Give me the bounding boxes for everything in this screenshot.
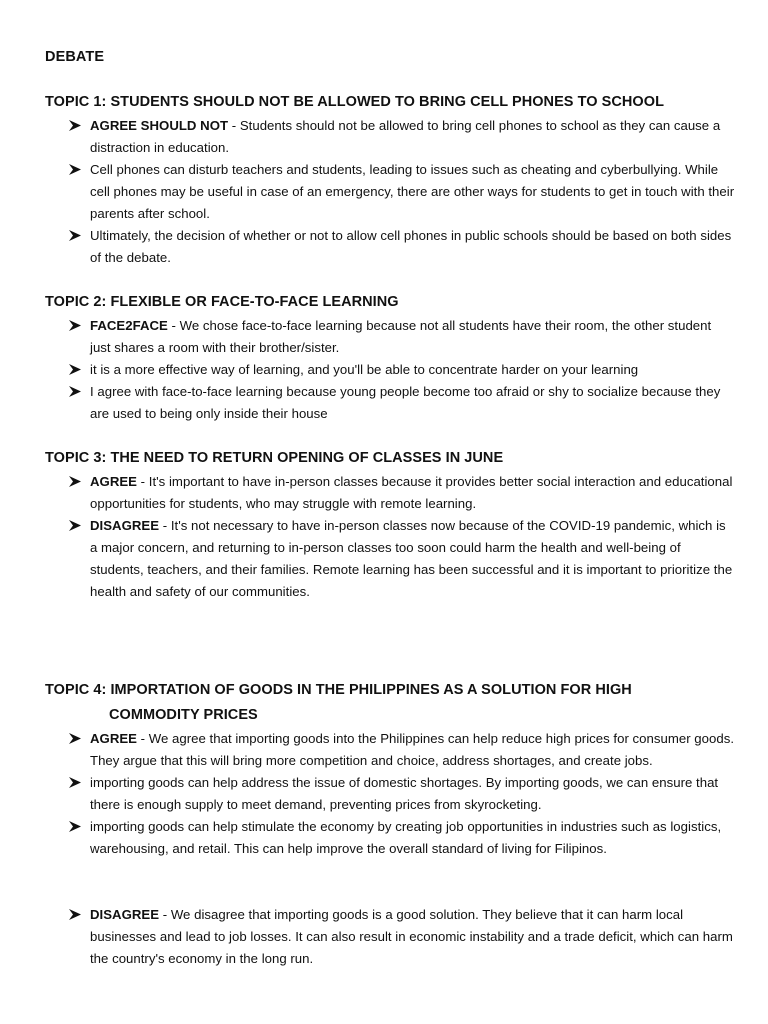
section-heading: TOPIC 2: FLEXIBLE OR FACE-TO-FACE LEARNING (45, 294, 399, 310)
list-item (45, 225, 735, 269)
item-lead: FACE2FACE (90, 318, 168, 333)
arrow-bullet-icon (69, 225, 83, 247)
item-lead: AGREE SHOULD NOT (90, 118, 229, 133)
list-item (45, 904, 735, 970)
list-item (45, 728, 735, 772)
list-item (45, 471, 735, 515)
section-heading-line: TOPIC 4: IMPORTATION OF GOODS IN THE PHILIPPINES AS A SOLUTION FOR HIGH (45, 682, 632, 698)
arrow-bullet-icon (69, 816, 83, 838)
arrow-bullet-icon (69, 515, 83, 537)
bullet-list (45, 471, 735, 603)
item-text: Ultimately, the decision of whether or not to allow cell phones in public schools should be based on both sides of the debate. (90, 228, 732, 265)
section-heading-continuation: COMMODITY PRICES (109, 707, 258, 723)
item-lead: DISAGREE (90, 907, 160, 922)
item-text: - It's not necessary to have in-person classes now because of the COVID-19 pandemic, which is a major concern, and returning to in-person classes too soon could harm the health and well-being of students, teachers, and their families. Remote learning has been successful and it is important to prioritize the health and safety of our communities. (90, 518, 733, 599)
section-topic-2 (45, 290, 735, 425)
arrow-bullet-icon (69, 315, 83, 337)
list-item (45, 381, 735, 425)
section-topic-3 (45, 446, 735, 603)
item-text: - Students should not be allowed to bring cell phones to school as they can cause a distraction in education. (90, 118, 721, 155)
item-lead: DISAGREE (90, 518, 160, 533)
bullet-list (45, 315, 735, 425)
list-item (45, 115, 735, 159)
arrow-bullet-icon (69, 359, 83, 381)
item-lead: AGREE (90, 474, 137, 489)
section-heading: TOPIC 3: THE NEED TO RETURN OPENING OF CLASSES IN JUNE (45, 450, 504, 466)
item-text: - We agree that importing goods into the Philippines can help reduce high prices for consumer goods. They argue that this will bring more competition and choice, address shortages, and create jobs. (90, 731, 735, 768)
item-text: - We chose face-to-face learning because not all students have their room, the other student just shares a room with their brother/sister. (90, 318, 712, 355)
arrow-bullet-icon (69, 159, 83, 181)
arrow-bullet-icon (69, 904, 83, 926)
item-text: Cell phones can disturb teachers and students, leading to issues such as cheating and cyberbullying. While cell phones may be useful in case of an emergency, there are other ways for students to get in touch with their parents after school. (90, 162, 735, 221)
section-topic-4 (45, 678, 735, 970)
item-text: it is a more effective way of learning, and you'll be able to concentrate harder on your learning (90, 362, 639, 377)
list-item (45, 359, 735, 381)
bullet-list (45, 728, 735, 970)
arrow-bullet-icon (69, 471, 83, 493)
arrow-bullet-icon (69, 381, 83, 403)
section-heading (45, 678, 735, 728)
list-item (45, 515, 735, 603)
item-lead: AGREE (90, 731, 137, 746)
section-heading: TOPIC 1: STUDENTS SHOULD NOT BE ALLOWED TO BRING CELL PHONES TO SCHOOL (45, 94, 664, 110)
arrow-bullet-icon (69, 115, 83, 137)
arrow-bullet-icon (69, 728, 83, 750)
item-text: importing goods can help stimulate the economy by creating job opportunities in industries such as logistics, warehousing, and retail. This can help improve the overall standard of living for Filipinos. (90, 819, 722, 856)
item-text: - It's important to have in-person classes because it provides better social interaction and educational opportunities for students, who may struggle with remote learning. (90, 474, 733, 511)
list-item (45, 772, 735, 816)
item-text: importing goods can help address the issue of domestic shortages. By importing goods, we can ensure that there is enough supply to meet demand, preventing prices from skyrocketing. (90, 775, 719, 812)
item-text: - We disagree that importing goods is a good solution. They believe that it can harm local businesses and lead to job losses. It can also result in economic instability and a trade deficit, which can harm the country's economy in the long run. (90, 907, 733, 966)
list-item (45, 159, 735, 225)
bullet-list (45, 115, 735, 269)
section-topic-1 (45, 90, 735, 269)
arrow-bullet-icon (69, 772, 83, 794)
item-text: I agree with face-to-face learning because young people become too afraid or shy to socialize because they are used to being only inside their house (90, 384, 721, 421)
list-item (45, 816, 735, 860)
list-item (45, 315, 735, 359)
document-title: DEBATE (45, 49, 105, 65)
